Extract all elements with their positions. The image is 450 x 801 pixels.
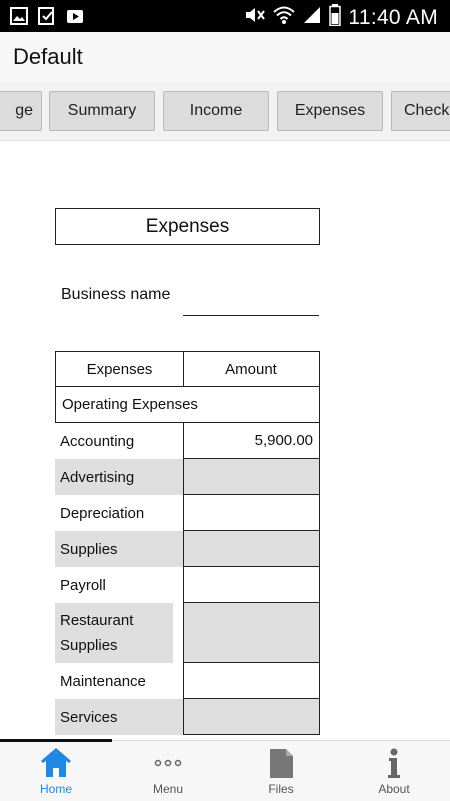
row-label: Supplies — [55, 531, 183, 567]
tab-check[interactable]: Check — [391, 91, 450, 131]
action-bar — [0, 32, 450, 82]
nav-home[interactable] — [0, 741, 112, 801]
nav-about[interactable] — [338, 741, 450, 801]
row-label: Payroll — [60, 576, 106, 594]
amount-payroll[interactable] — [183, 567, 320, 603]
table-row — [55, 603, 320, 663]
tab-expenses[interactable]: Expenses — [277, 91, 383, 131]
tab-summary[interactable]: Summary — [49, 91, 155, 131]
nav-menu[interactable] — [112, 741, 224, 801]
table-header — [55, 351, 320, 387]
amount-advertising[interactable] — [183, 459, 320, 495]
notification-icons — [10, 7, 84, 25]
business-name-input[interactable] — [183, 315, 319, 316]
sheet-title: Expenses — [55, 208, 320, 245]
mute-icon — [244, 5, 266, 30]
system-icons — [244, 4, 438, 31]
table-row — [55, 423, 320, 459]
download-done-icon — [38, 7, 56, 25]
home-icon — [39, 747, 73, 779]
amount-depreciation[interactable] — [183, 495, 320, 531]
nav-menu-label: Menu — [152, 782, 184, 796]
amount-supplies[interactable] — [183, 531, 320, 567]
section-operating-expenses: Operating Expenses — [55, 387, 320, 423]
nav-files[interactable] — [225, 741, 337, 801]
tab-strip[interactable] — [0, 82, 450, 141]
page-title: Default — [13, 44, 83, 69]
gallery-icon — [10, 7, 28, 25]
header-amount: Amount — [183, 351, 320, 387]
section-row — [55, 387, 320, 423]
table-row — [55, 459, 320, 495]
status-time: 11:40 AM — [348, 5, 438, 29]
expenses-table — [55, 351, 320, 735]
nav-files-label: Files — [268, 782, 294, 796]
header-expenses: Expenses — [55, 351, 184, 387]
table-row — [55, 663, 320, 699]
row-label: Restaurant Supplies — [55, 603, 173, 663]
file-icon — [264, 747, 298, 779]
tab-income[interactable]: Income — [163, 91, 269, 131]
wifi-icon — [273, 5, 295, 30]
amount-restaurant-supplies[interactable] — [183, 603, 320, 663]
amount-maintenance[interactable] — [183, 663, 320, 699]
table-row — [55, 699, 320, 735]
video-icon — [66, 7, 84, 25]
row-label: Depreciation — [60, 504, 145, 522]
info-icon — [377, 747, 411, 779]
table-row — [55, 567, 320, 603]
amount-services[interactable] — [183, 699, 320, 735]
row-label: Accounting — [60, 432, 135, 450]
signal-icon — [302, 5, 322, 30]
status-bar — [0, 0, 450, 32]
nav-home-label: Home — [39, 782, 72, 796]
row-label: Maintenance — [60, 672, 146, 690]
row-label: Advertising — [55, 459, 183, 495]
business-name-label: Business name — [61, 286, 171, 303]
tab-partial-left[interactable]: ge — [0, 91, 42, 131]
row-label: Services — [55, 699, 183, 735]
nav-about-label: About — [378, 782, 410, 796]
table-row — [55, 495, 320, 531]
table-row — [55, 531, 320, 567]
sheet-content[interactable] — [0, 141, 450, 740]
battery-icon — [329, 4, 341, 31]
amount-accounting[interactable]: 5,900.00 — [183, 423, 320, 459]
bottom-navigation — [0, 740, 450, 801]
more-dots-icon — [151, 747, 185, 779]
